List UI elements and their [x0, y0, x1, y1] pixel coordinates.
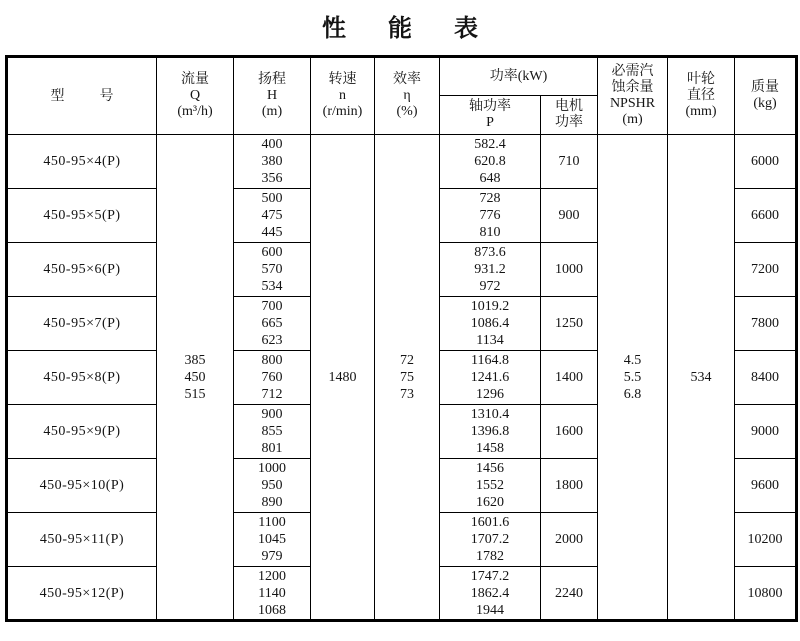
- model-cell: 450-95×8(P): [7, 351, 157, 405]
- col-header-impeller: [668, 57, 735, 135]
- head-cell: [234, 297, 311, 351]
- head-value: 890: [261, 495, 283, 510]
- header-line: η: [403, 88, 411, 103]
- npshr-value: 6.8: [623, 386, 642, 402]
- shaft-power-value: 1862.4: [470, 585, 510, 601]
- motor-power-cell: 900: [541, 189, 598, 243]
- head-value: 1200: [258, 568, 286, 584]
- performance-table: [5, 55, 798, 622]
- motor-power-cell: 710: [541, 135, 598, 189]
- head-value: 570: [261, 262, 283, 277]
- header-line: 蚀余量: [611, 80, 654, 95]
- head-value: 800: [261, 353, 283, 368]
- header-line: 轴功率: [469, 99, 511, 114]
- head-value: 475: [261, 208, 283, 223]
- col-header-motor-power: [541, 96, 598, 135]
- motor-power-cell: 2000: [541, 513, 598, 567]
- shaft-power-cell: [440, 351, 541, 405]
- mass-cell: 6000: [735, 135, 797, 189]
- shaft-power-value: 1552: [476, 478, 504, 493]
- model-cell: 450-95×5(P): [7, 189, 157, 243]
- shaft-power-value: 1707.2: [470, 532, 510, 547]
- shaft-power-value: 873.6: [474, 245, 506, 260]
- header-line: (m): [622, 112, 643, 127]
- head-value: 380: [261, 154, 283, 169]
- shaft-power-cell: [440, 297, 541, 351]
- model-cell: 450-95×4(P): [7, 135, 157, 189]
- head-value: 665: [261, 316, 283, 331]
- header-line: (mm): [685, 104, 717, 119]
- shaft-power-value: 1620: [476, 495, 504, 510]
- shaft-power-cell: [440, 135, 541, 189]
- model-cell: 450-95×10(P): [7, 459, 157, 513]
- col-header-speed: [311, 57, 375, 135]
- motor-power-cell: 2240: [541, 567, 598, 621]
- npshr-cell: [598, 135, 668, 621]
- header-line: 叶轮: [687, 72, 716, 87]
- shaft-power-value: 648: [479, 171, 501, 186]
- shaft-power-value: 1396.8: [470, 424, 510, 439]
- mass-cell: 6600: [735, 189, 797, 243]
- head-cell: [234, 405, 311, 459]
- efficiency-cell: [375, 135, 440, 621]
- head-value: 700: [261, 299, 283, 314]
- header-line: 转速: [328, 72, 357, 87]
- npshr-value: 4.5: [623, 352, 642, 368]
- shaft-power-cell: [440, 513, 541, 567]
- col-header-model: 型 号: [7, 57, 157, 135]
- head-value: 534: [261, 279, 283, 294]
- impeller-cell: 534: [668, 135, 735, 621]
- shaft-power-value: 582.4: [474, 137, 506, 152]
- col-header-mass: [735, 57, 797, 135]
- page-title: 性 能 表: [322, 16, 496, 42]
- model-cell: 450-95×11(P): [7, 513, 157, 567]
- mass-cell: 7800: [735, 297, 797, 351]
- flow-value: 450: [184, 369, 206, 385]
- head-value: 623: [261, 333, 283, 348]
- head-value: 400: [261, 137, 283, 152]
- table-row: [7, 135, 797, 189]
- shaft-power-value: 1458: [476, 441, 504, 456]
- col-header-head: [234, 57, 311, 135]
- head-cell: [234, 135, 311, 189]
- header-line: H: [266, 88, 278, 103]
- shaft-power-cell: [440, 405, 541, 459]
- shaft-power-value: 1019.2: [470, 299, 510, 314]
- header-line: 必需汽: [611, 64, 654, 79]
- header-line: 功率: [555, 115, 583, 130]
- shaft-power-value: 1456: [476, 461, 504, 476]
- head-value: 712: [261, 387, 283, 402]
- shaft-power-value: 1296: [476, 387, 504, 402]
- shaft-power-value: 931.2: [474, 262, 506, 277]
- head-value: 1100: [258, 515, 286, 530]
- shaft-power-value: 810: [479, 225, 501, 240]
- head-value: 760: [261, 370, 283, 385]
- head-value: 445: [261, 225, 283, 240]
- header-line: (m³/h): [177, 104, 213, 119]
- head-cell: [234, 243, 311, 297]
- shaft-power-value: 1782: [476, 549, 504, 564]
- mass-cell: 7200: [735, 243, 797, 297]
- motor-power-cell: 1400: [541, 351, 598, 405]
- speed-cell: 1480: [311, 135, 375, 621]
- mass-cell: 8400: [735, 351, 797, 405]
- shaft-power-value: 1164.8: [471, 353, 509, 368]
- mass-cell: 9600: [735, 459, 797, 513]
- model-cell: 450-95×12(P): [7, 567, 157, 621]
- head-value: 855: [261, 424, 283, 439]
- motor-power-cell: 1600: [541, 405, 598, 459]
- npshr-value: 5.5: [623, 369, 642, 385]
- header-line: Q: [189, 88, 201, 103]
- mass-cell: 9000: [735, 405, 797, 459]
- model-cell: 450-95×6(P): [7, 243, 157, 297]
- motor-power-cell: 1800: [541, 459, 598, 513]
- efficiency-value: 72: [400, 352, 414, 368]
- head-value: 801: [261, 441, 283, 456]
- flow-value: 515: [184, 386, 206, 402]
- head-cell: [234, 351, 311, 405]
- head-cell: [234, 567, 311, 621]
- head-cell: [234, 459, 311, 513]
- flow-cell: [157, 135, 234, 621]
- shaft-power-value: 620.8: [474, 154, 506, 169]
- shaft-power-value: 1601.6: [470, 515, 510, 530]
- shaft-power-value: 776: [479, 208, 501, 223]
- head-value: 600: [261, 245, 283, 260]
- header-line: n: [339, 88, 346, 103]
- head-cell: [234, 189, 311, 243]
- mass-cell: 10800: [735, 567, 797, 621]
- header-line: 扬程: [258, 72, 286, 87]
- shaft-power-value: 1241.6: [470, 370, 510, 385]
- header-line: 质量: [751, 80, 780, 95]
- head-value: 950: [261, 478, 283, 493]
- head-value: 979: [261, 549, 283, 564]
- shaft-power-value: 728: [479, 191, 501, 206]
- shaft-power-value: 1134: [476, 333, 504, 348]
- header-line: NPSHR: [609, 96, 656, 111]
- motor-power-cell: 1250: [541, 297, 598, 351]
- col-header-shaft-power: [440, 96, 541, 135]
- mass-cell: 10200: [735, 513, 797, 567]
- head-value: 1045: [258, 532, 286, 547]
- head-value: 500: [261, 191, 283, 206]
- shaft-power-cell: [440, 567, 541, 621]
- efficiency-value: 73: [400, 386, 414, 402]
- header-line: 直径: [687, 88, 716, 103]
- col-header-npshr: [598, 57, 668, 135]
- head-value: 1068: [258, 602, 286, 618]
- header-line: (%): [396, 104, 418, 119]
- header-line: 电机: [555, 99, 583, 114]
- shaft-power-cell: [440, 189, 541, 243]
- shaft-power-cell: [440, 459, 541, 513]
- head-value: 1000: [258, 461, 286, 476]
- shaft-power-cell: [440, 243, 541, 297]
- flow-value: 385: [184, 352, 206, 368]
- header-line: 效率: [393, 72, 421, 87]
- head-value: 900: [261, 407, 283, 422]
- shaft-power-value: 1310.4: [470, 407, 510, 422]
- col-header-power-group: 功率(kW): [440, 57, 598, 96]
- head-value: 356: [261, 171, 283, 186]
- header-line: (m): [261, 104, 283, 119]
- col-header-flow: [157, 57, 234, 135]
- header-line: P: [486, 115, 494, 130]
- header-line: 流量: [181, 72, 209, 87]
- model-cell: 450-95×9(P): [7, 405, 157, 459]
- shaft-power-value: 1086.4: [470, 316, 510, 331]
- efficiency-value: 75: [400, 369, 414, 385]
- head-value: 1140: [258, 585, 286, 601]
- head-cell: [234, 513, 311, 567]
- col-header-efficiency: [375, 57, 440, 135]
- motor-power-cell: 1000: [541, 243, 598, 297]
- model-cell: 450-95×7(P): [7, 297, 157, 351]
- header-line: (r/min): [322, 104, 363, 119]
- shaft-power-value: 1747.2: [470, 568, 510, 584]
- shaft-power-value: 972: [479, 279, 501, 294]
- shaft-power-value: 1944: [476, 602, 504, 618]
- header-line: (kg): [753, 96, 777, 111]
